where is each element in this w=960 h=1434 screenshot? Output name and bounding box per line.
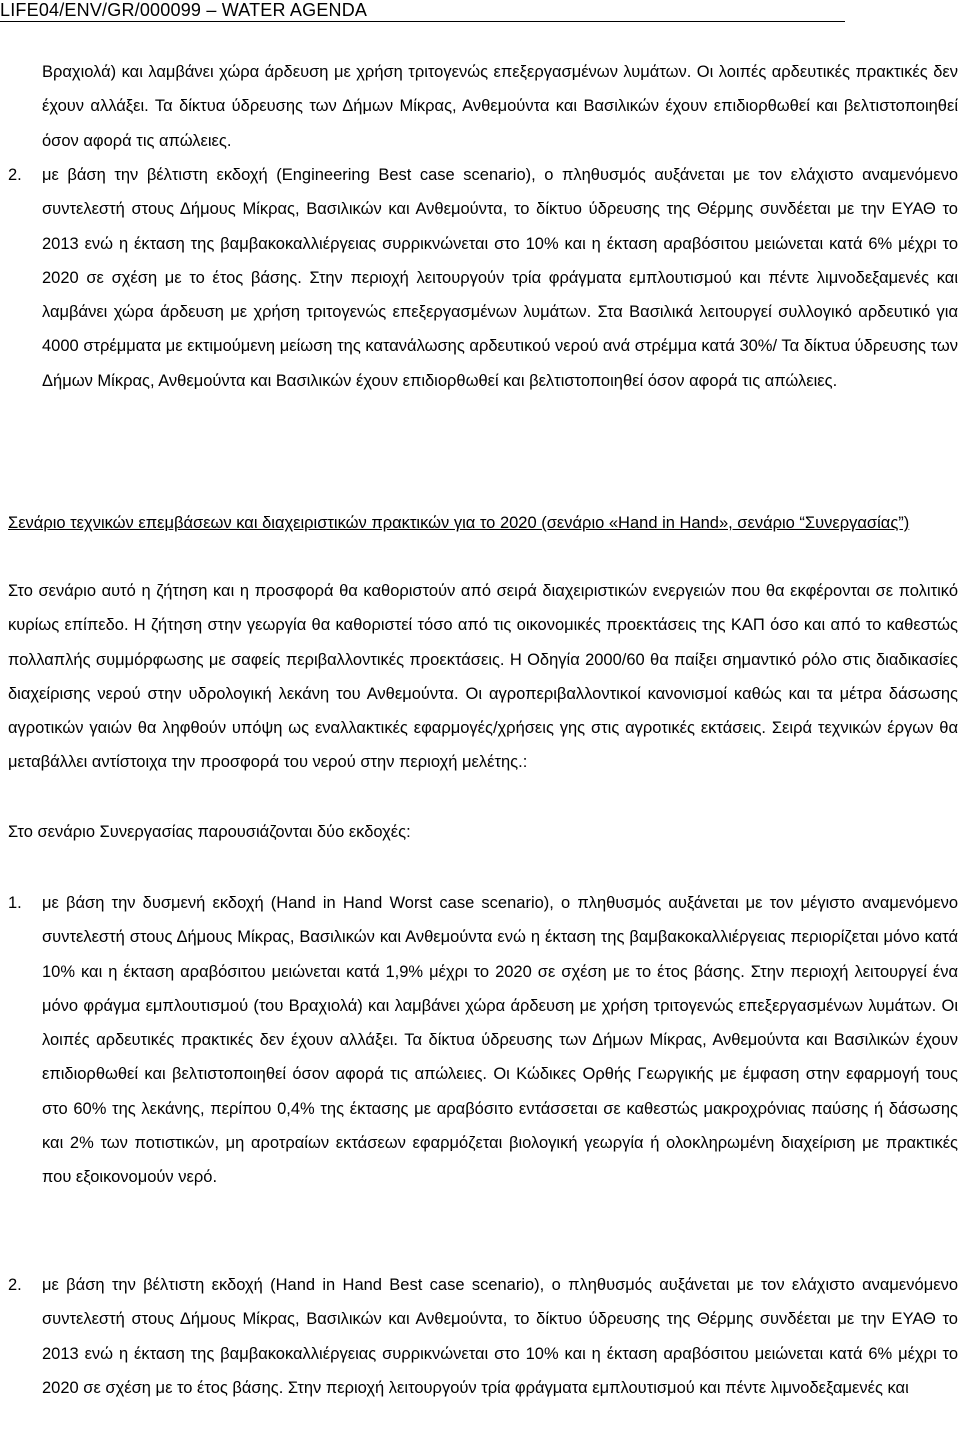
section-intro: Στο σενάριο Συνεργασίας παρουσιάζονται δύο εκδοχές: (8, 823, 411, 841)
page-header: LIFE04/ENV/GR/000099 – WATER AGENDA (0, 0, 845, 22)
continuation-paragraph: Βραχιολά) και λαμβάνει χώρα άρδευση με χρήση τριτογενώς επεξεργασμένων λυμάτων. Οι λοιπές αρδευτικές πρακτικές δεν έχουν αλλάξει. Τα δίκτυα ύδρευσης των Δήμων Μίκρας, Ανθεμούντα και Βασιλικών έχουν επιδιορθωθεί και βελτιστοποιηθεί όσον αφορά τις απώλειες. (42, 63, 958, 150)
list-a-item-2-text: με βάση την βέλτιστη εκδοχή (Engineering Best case scenario), ο πληθυσμός αυξάνεται με τον ελάχιστο αναμενόμενο συντελεστή στους Δήμους Μίκρας, Βασιλικών και Ανθεμούντα, το δίκτυο ύδρευσης της Θέρμης συνδέεται με την ΕΥΑΘ το 2013 ενώ η έκταση της βαμβακοκαλλιέργειας συρρικνώνεται στο 10% και η έκταση αραβόσιτου μειώνεται κατά 6% μέχρι το 2020 σε σχέση με το έτος βάσης. Στην περιοχή λειτουργούν τρία φράγματα εμπλουτισμού και πέντε λιμνοδεξαμενές και λαμβάνει χώρα άρδευση με χρήση τριτογενώς επεξεργασμένων λυμάτων. Στα Βασιλικά λειτουργεί συλλογικό αρδευτικό για 4000 στρέμματα με εκτιμούμενη μείωση της κατανάλωσης αρδευτικού νερού ανά στρέμμα κατά 30%/ Τα δίκτυα ύδρευσης των Δήμων Μίκρας, Ανθεμούντα και Βασιλικών έχουν επιδιορθωθεί και βελτιστοποιηθεί όσον αφορά τις απώλειες. (42, 166, 958, 390)
list-a-item-2-number: 2. (8, 166, 22, 184)
list-b-item-1-number: 1. (8, 894, 22, 912)
list-b-item-2-number: 2. (8, 1276, 22, 1294)
section-paragraph: Στο σενάριο αυτό η ζήτηση και η προσφορά θα καθοριστούν από σειρά διαχειριστικών ενεργειών που θα εκφέρονται σε πολιτικό κυρίως επίπεδο. Η ζήτηση στην γεωργία θα καθοριστεί τόσο από τις οικονομικές προεκτάσεις της ΚΑΠ όσο και από το καθεστώς πολλαπλής συμμόρφωσης με σαφείς περιβαλλοντικές προεκτάσεις. Η Οδηγία 2000/60 θα παίξει σημαντικό ρόλο στις διαδικασίες διαχείρισης νερού στην υδρολογική λεκάνη του Ανθεμούντα. Οι αγροπεριβαλλοντικοί κανονισμοί καθώς και τα μέτρα δάσωσης αγροτικών γαιών θα ληφθούν υπόψη ως εναλλακτικές εφαρμογές/χρήσεις γης στις αγροτικές εκτάσεις. Σειρά τεχνικών έργων θα μεταβάλλει αντίστοιχα την προσφορά του νερού στην περιοχή μελέτης.: (8, 582, 958, 772)
section-heading: Σενάριο τεχνικών επεμβάσεων και διαχειριστικών πρακτικών για το 2020 (σενάριο «Hand in Hand», σενάριο “Συνεργασίας”) (8, 514, 910, 532)
list-b-item-1-text: με βάση την δυσμενή εκδοχή (Hand in Hand Worst case scenario), ο πληθυσμός αυξάνεται με τον μέγιστο αναμενόμενο συντελεστή στους Δήμους Μίκρας, Βασιλικών και Ανθεμούντα ενώ η έκταση της βαμβακοκαλλιέργειας περιορίζεται μόνο κατά 10% και η έκταση αραβόσιτου μειώνεται κατά 1,9% μέχρι το 2020 σε σχέση με το έτος βάσης. Στην περιοχή λειτουργεί ένα μόνο φράγμα εμπλουτισμού (του Βραχιολά) και λαμβάνει χώρα άρδευση με χρήση τριτογενώς επεξεργασμένων λυμάτων. Οι λοιπές αρδευτικές πρακτικές δεν έχουν αλλάξει. Τα δίκτυα ύδρευσης των Δήμων Μίκρας, Ανθεμούντα και Βασιλικών έχουν επιδιορθωθεί και βελτιστοποιηθεί όσον αφορά τις απώλειες. Οι Κώδικες Ορθής Γεωργικής με έμφαση στην εφαρμογή τους στο 60% της λεκάνης, περίπου 0,4% της έκτασης με αραβόσιτο εντάσσεται σε καθεστώς μακροχρόνιας παύσης ή δάσωσης και 2% των ποτιστικών, μη αροτραίων εκτάσεων εφαρμόζεται βιολογική γεωργία ή ολοκληρωμένη διαχείριση με πρακτικές που εξοικονομούν νερό. (42, 894, 958, 1187)
list-b-item-2-text: με βάση την βέλτιστη εκδοχή (Hand in Hand Best case scenario), ο πληθυσμός αυξάνεται με τον ελάχιστο αναμενόμενο συντελεστή στους Δήμους Μίκρας, Βασιλικών και Ανθεμούντα, το δίκτυο ύδρευσης της Θέρμης συνδέεται με την ΕΥΑΘ το 2013 ενώ η έκταση της βαμβακοκαλλιέργειας συρρικνώνεται στο 10% και η έκταση αραβόσιτου μειώνεται κατά 6% μέχρι το 2020 σε σχέση με το έτος βάσης. Στην περιοχή λειτουργούν τρία φράγματα εμπλουτισμού και πέντε λιμνοδεξαμενές και (42, 1276, 958, 1397)
